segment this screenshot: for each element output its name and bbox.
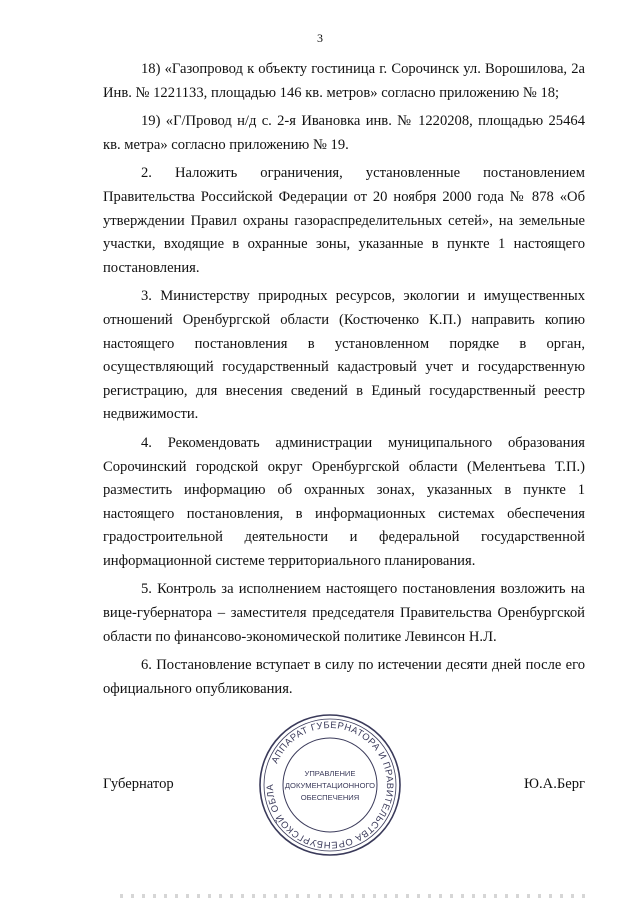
document-body bbox=[103, 58, 585, 706]
signatory-name: Ю.А.Берг bbox=[524, 776, 585, 792]
paragraph-point-5: 5. Контроль за исполнением настоящего постановления возложить на вице-губернатора – заместителя председателя Правительства Оренбургской области по финансово-экономической политике Левинсон Н.Л. bbox=[103, 581, 585, 645]
paragraph-item-18: 18) «Газопровод к объекту гостиница г. Сорочинск ул. Ворошилова, 2а Инв. № 1221133, площадью 146 кв. метров» согласно приложению № 18; bbox=[103, 61, 585, 101]
seal-center-line-1: УПРАВЛЕНИЕ bbox=[304, 769, 356, 778]
official-seal bbox=[257, 712, 403, 858]
paragraph-point-4: 4. Рекомендовать администрации муниципального образования Сорочинский городской округ Оренбургской области (Мелентьева Т.П.) разместить информацию об охранных зонах, указанных в пункте 1 настоящего постановления, в информационных системах обеспечения градостроительной деятельности и федеральной государственной информационной системе территориального планирования. bbox=[103, 434, 585, 569]
seal-center-line-2: ДОКУМЕНТАЦИОННОГО bbox=[284, 781, 376, 790]
scan-footer-artifact bbox=[120, 894, 590, 898]
seal-center-line-3: ОБЕСПЕЧЕНИЯ bbox=[300, 793, 360, 802]
paragraph-point-6: 6. Постановление вступает в силу по истечении десяти дней после его официального опубликования. bbox=[103, 657, 585, 697]
seal-graphic bbox=[257, 712, 403, 858]
page-number: 3 bbox=[317, 31, 323, 45]
paragraph-point-3: 3. Министерству природных ресурсов, экологии и имущественных отношений Оренбургской области (Костюченко К.П.) направить копию настоящего постановления в установленном порядке в орган, осуществляющий государственный кадастровый учет и государственную регистрацию, для внесения сведений в Единый государственный реестр недвижимости. bbox=[103, 288, 585, 423]
seal-ring-text: АППАРАТ ГУБЕРНАТОРА И ПРАВИТЕЛЬСТВА ОРЕНБУРГСКОЙ ОБЛА bbox=[263, 718, 397, 852]
signatory-position: Губернатор bbox=[103, 776, 174, 792]
paragraph-item-19: 19) «Г/Провод н/д с. 2-я Ивановка инв. № 1220208, площадью 25464 кв. метра» согласно приложению № 19. bbox=[103, 113, 585, 153]
paragraph-point-2: 2. Наложить ограничения, установленные постановлением Правительства Российской Федерации от 20 ноября 2000 года № 878 «Об утверждении Правил охраны газораспределительных сетей», на земельные участки, входящие в охранные зоны, указанные в пункте 1 настоящего постановления. bbox=[103, 165, 585, 276]
